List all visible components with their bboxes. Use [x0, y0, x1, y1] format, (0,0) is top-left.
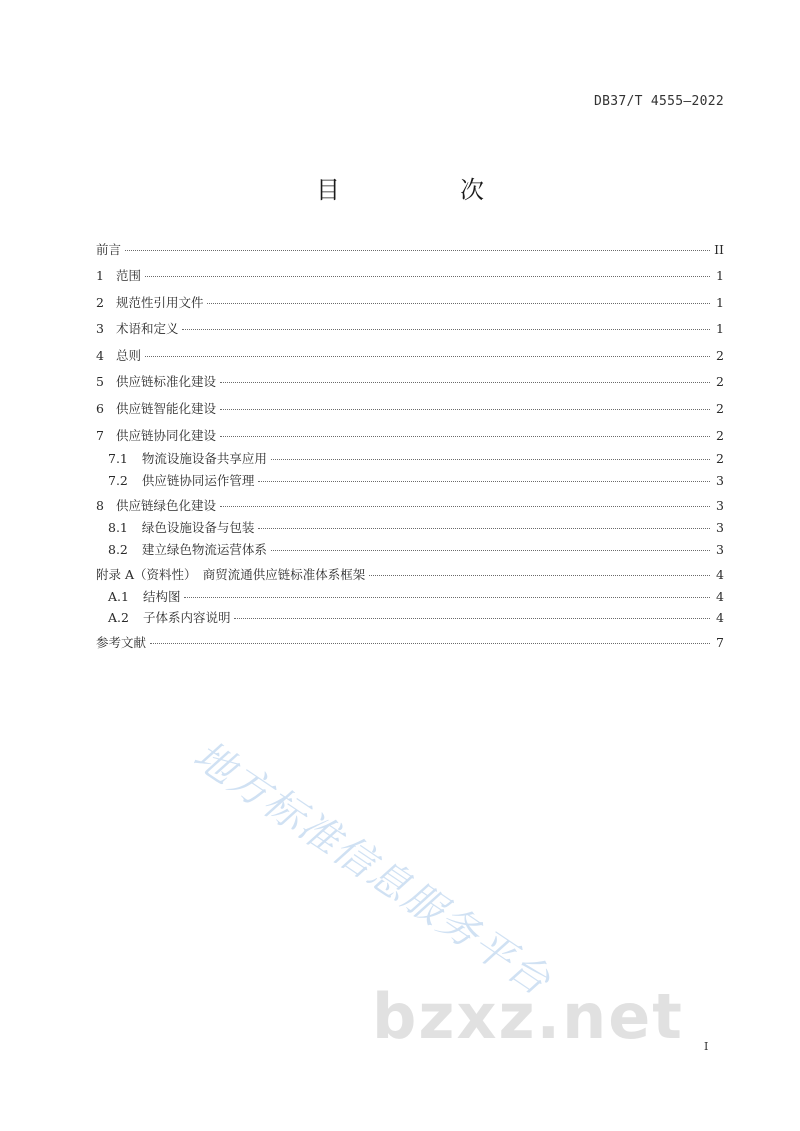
toc-leader-dots: [258, 527, 710, 529]
toc-page-number: 1: [716, 268, 724, 283]
toc-page-number: 1: [716, 321, 724, 336]
toc-number: A.1: [108, 589, 129, 604]
toc-item-3[interactable]: [96, 319, 724, 339]
toc-page-number: 1: [716, 295, 724, 310]
toc-item-7-2[interactable]: [96, 471, 724, 491]
toc-label: 供应链智能化建设: [115, 401, 216, 416]
site-logo-watermark: bzxz.net: [372, 980, 684, 1053]
toc-label: 范围: [115, 268, 141, 283]
toc-leader-dots: [220, 408, 710, 410]
toc-number: 6: [96, 401, 104, 416]
toc-page-number: 2: [716, 348, 724, 363]
toc-item-7-1[interactable]: [96, 449, 724, 469]
toc-label: 供应链协同化建设: [115, 428, 216, 443]
toc-number: 8: [96, 498, 104, 513]
toc-item-5[interactable]: [96, 372, 724, 392]
toc-page-number: 7: [716, 635, 724, 650]
toc-label: 供应链协同运作管理: [141, 473, 255, 488]
toc-page-number: 2: [716, 374, 724, 389]
toc-item-a-1[interactable]: [96, 587, 724, 607]
toc-label: 参考文献: [96, 635, 147, 650]
toc-leader-dots: [184, 596, 710, 598]
toc-label: 建立绿色物流运营体系: [141, 542, 267, 557]
page-title: 目 次: [316, 176, 532, 204]
toc-page-number: 4: [716, 610, 724, 625]
toc-leader-dots: [271, 549, 710, 551]
toc-leader-dots: [220, 435, 710, 437]
toc-leader-dots: [220, 381, 710, 383]
toc-page-number: 2: [716, 401, 724, 416]
toc-number: 1: [96, 268, 104, 283]
toc-page-number: 3: [716, 542, 724, 557]
toc-label: 前言: [96, 242, 122, 257]
toc-label: 结构图: [142, 589, 181, 604]
toc-number: A.2: [108, 610, 129, 625]
toc-number: 7.2: [108, 473, 128, 488]
toc-item-a-2[interactable]: [96, 608, 724, 628]
toc-page-number: 4: [716, 589, 724, 604]
toc-page-number: 2: [716, 451, 724, 466]
toc-leader-dots: [145, 275, 710, 277]
toc-leader-dots: [145, 355, 710, 357]
toc-page-number: II: [714, 242, 724, 257]
toc-label: 供应链标准化建设: [115, 374, 216, 389]
toc-leader-dots: [258, 480, 710, 482]
toc-number: 7: [96, 428, 104, 443]
toc-item-7[interactable]: [96, 426, 724, 446]
toc-number: 8.1: [108, 520, 128, 535]
toc-label: 规范性引用文件: [115, 295, 204, 310]
toc-number: 5: [96, 374, 104, 389]
toc-page-number: 2: [716, 428, 724, 443]
toc-item-8[interactable]: [96, 496, 724, 516]
toc-leader-dots: [234, 617, 710, 619]
toc-item-appendix-a[interactable]: [96, 565, 724, 585]
toc-number: 2: [96, 295, 104, 310]
toc-number: 7.1: [108, 451, 128, 466]
toc-item-6[interactable]: [96, 399, 724, 419]
toc-item-foreword[interactable]: [96, 240, 724, 260]
toc-number: 4: [96, 348, 104, 363]
toc-label: 物流设施设备共享应用: [141, 451, 267, 466]
toc-item-8-2[interactable]: [96, 540, 724, 560]
toc-leader-dots: [271, 458, 710, 460]
toc-label: 供应链绿色化建设: [115, 498, 216, 513]
watermark-text: 地方标准信息服务平台: [185, 732, 560, 1006]
toc-page-number: 3: [716, 498, 724, 513]
toc-item-4[interactable]: [96, 346, 724, 366]
toc-number: 8.2: [108, 542, 128, 557]
toc-leader-dots: [207, 302, 710, 304]
toc-item-2[interactable]: [96, 293, 724, 313]
toc-page-number: 3: [716, 473, 724, 488]
toc-leader-dots: [220, 505, 710, 507]
toc-label: 子体系内容说明: [142, 610, 231, 625]
toc-label: 附录 A（资料性） 商贸流通供应链标准体系框架: [96, 567, 366, 582]
toc-item-1[interactable]: [96, 266, 724, 286]
toc-leader-dots: [150, 642, 710, 644]
toc-leader-dots: [125, 249, 710, 251]
toc-item-references[interactable]: [96, 633, 724, 653]
toc-leader-dots: [182, 328, 710, 330]
toc-page-number: 4: [716, 567, 724, 582]
toc-number: 3: [96, 321, 104, 336]
document-code: DB37/T 4555—2022: [593, 94, 724, 109]
toc-leader-dots: [369, 574, 710, 576]
toc-item-8-1[interactable]: [96, 518, 724, 538]
toc-label: 绿色设施设备与包装: [141, 520, 255, 535]
toc-page-number: 3: [716, 520, 724, 535]
toc-label: 术语和定义: [115, 321, 179, 336]
page-number: I: [704, 1040, 709, 1053]
toc-label: 总则: [115, 348, 141, 363]
